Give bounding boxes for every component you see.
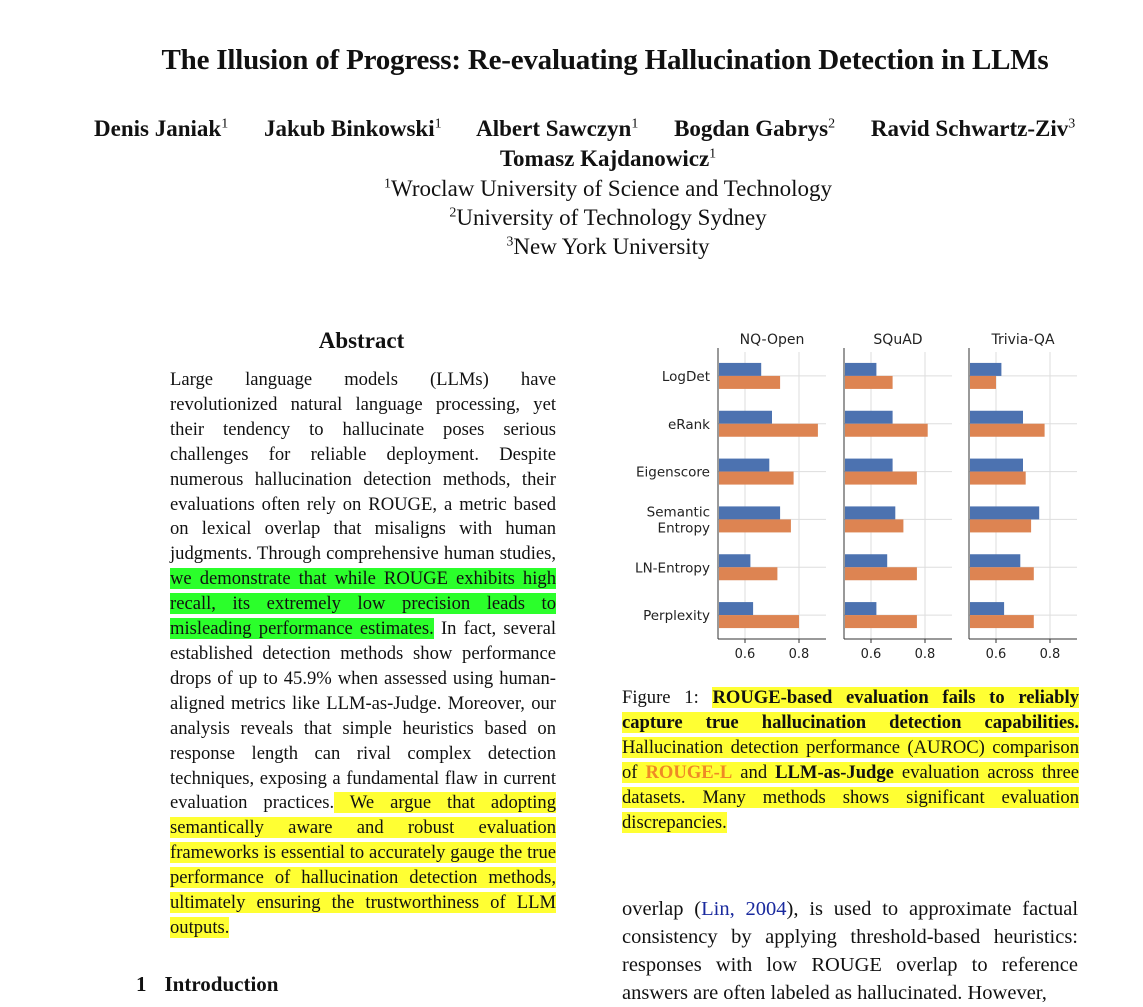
bar-rouge	[719, 519, 791, 532]
category-label: LN-Entropy	[635, 560, 710, 577]
bar-judge	[970, 602, 1004, 615]
x-tick-label: 0.6	[860, 647, 882, 662]
bar-rouge	[719, 615, 799, 628]
bar-rouge	[845, 424, 928, 437]
section-heading-introduction: 1 Introduction	[136, 972, 279, 996]
abstract-text: Large language models (LLMs) have revolutionized natural language processing, yet their tendency to hallucinate poses serious challenges for reliable deployment. Despite numerous hallucination detection methods, their evaluations often rely on ROUGE, a metric based on lexical overlap that misaligns with human judgments. Through comprehensive human studies, we demonstrate that while ROUGE exhibits high recall, its extremely low precision leads to misleading performance estimates. In fact, several established detection methods show performance drops of up to 45.9% when assessed using human-aligned metrics like LLM-as-Judge. Moreover, our analysis reveals that simple heuristics based on response length can rival complex detection techniques, exposing a fundamental flaw in current evaluation practices. We argue that adopting semantically aware and robust evaluation frameworks is essential to accurately gauge the true performance of hallucination detection methods, ultimately ensuring the trustworthiness of LLM outputs.	[170, 369, 556, 938]
bar-judge	[970, 459, 1023, 472]
bar-rouge	[970, 615, 1034, 628]
bar-judge	[719, 363, 761, 376]
x-tick-label: 0.8	[788, 647, 810, 662]
bar-rouge	[845, 376, 893, 389]
bar-judge	[845, 459, 893, 472]
bar-rouge	[719, 472, 794, 485]
bar-judge	[970, 363, 1001, 376]
bar-judge	[845, 554, 887, 567]
x-tick-label: 0.8	[1039, 647, 1061, 662]
bar-judge	[719, 411, 772, 424]
citation-link[interactable]: Lin, 2004	[701, 898, 787, 920]
category-label: Semantic	[646, 504, 710, 521]
bar-judge	[845, 411, 893, 424]
panel-title: NQ-Open	[739, 332, 805, 348]
panel-title: Trivia-QA	[991, 332, 1055, 348]
x-tick-label: 0.8	[914, 647, 936, 662]
body-paragraph: overlap (Lin, 2004), is used to approximate factual consistency by applying threshold-based heuristics: responses with low ROUGE overlap to reference answers are often labeled as hallucinated. However,	[622, 898, 1079, 1004]
bar-judge	[970, 554, 1020, 567]
highlight-yellow: We argue that adopting semantically aware and robust evaluation frameworks is essential to accurately gauge the true performance of hallucination detection methods, ultimately ensuring the trustworthiness of LLM outputs.	[170, 792, 556, 938]
category-label: eRank	[667, 416, 710, 433]
bar-judge	[719, 506, 780, 519]
category-label: LogDet	[661, 368, 710, 385]
bar-judge	[970, 411, 1023, 424]
panel-title: SQuAD	[873, 332, 923, 348]
bar-rouge	[719, 567, 777, 580]
bar-rouge	[719, 376, 780, 389]
bar-judge	[719, 459, 769, 472]
author: Bogdan Gabrys$^2$	[674, 116, 836, 141]
author: Albert Sawczyn$^1$	[476, 116, 639, 141]
bar-rouge	[970, 519, 1031, 532]
bar-rouge	[845, 472, 917, 485]
figure-1-chart	[620, 325, 1080, 665]
affiliation: $^3$New York University	[506, 234, 710, 259]
judge-legend-label: LLM-as-Judge	[775, 761, 894, 783]
bar-rouge	[970, 567, 1034, 580]
rouge-legend-label: ROUGE-L	[645, 761, 733, 783]
affiliation: $^1$Wroclaw University of Science and Technology	[384, 176, 832, 201]
author-list	[94, 116, 1143, 142]
bar-judge	[970, 506, 1039, 519]
paper-title: The Illusion of Progress: Re-evaluating Hallucination Detection in LLMs	[161, 44, 1049, 76]
author: Jakub Binkowski$^1$	[263, 116, 442, 141]
bar-judge	[719, 602, 753, 615]
bar-rouge	[845, 615, 917, 628]
bar-judge	[845, 363, 876, 376]
bar-rouge	[970, 376, 996, 389]
category-label: Perplexity	[643, 608, 710, 625]
bar-rouge	[845, 519, 903, 532]
x-tick-label: 0.6	[985, 647, 1007, 662]
x-tick-label: 0.6	[734, 647, 756, 662]
category-label: Eigenscore	[636, 464, 710, 481]
auroc-bar-chart	[620, 325, 1080, 665]
bar-judge	[845, 506, 895, 519]
highlight-green: we demonstrate that while ROUGE exhibits high recall, its extremely low precision leads to misleading performance estimates.	[170, 568, 556, 640]
bar-rouge	[970, 472, 1026, 485]
bar-judge	[845, 602, 876, 615]
bar-rouge	[970, 424, 1045, 437]
affiliation: $^2$University of Technology Sydney	[449, 205, 767, 230]
author: Tomasz Kajdanowicz$^1$	[499, 146, 717, 171]
bar-rouge	[845, 567, 917, 580]
abstract-heading: Abstract	[318, 328, 405, 353]
bar-judge	[719, 554, 750, 567]
author: Denis Janiak$^1$	[94, 116, 229, 141]
author: Ravid Schwartz-Ziv$^3$	[870, 116, 1076, 141]
figure-caption: Figure 1: ROUGE-based evaluation fails to reliably capture true hallucination detection capabilities. Hallucination detection performance (AUROC) comparison of ROUGE-L and LLM-as-Judge evaluation across three datasets. Many methods shows significant evaluation discrepancies.	[622, 687, 1079, 833]
category-label: Entropy	[657, 520, 710, 537]
bar-rouge	[719, 424, 818, 437]
